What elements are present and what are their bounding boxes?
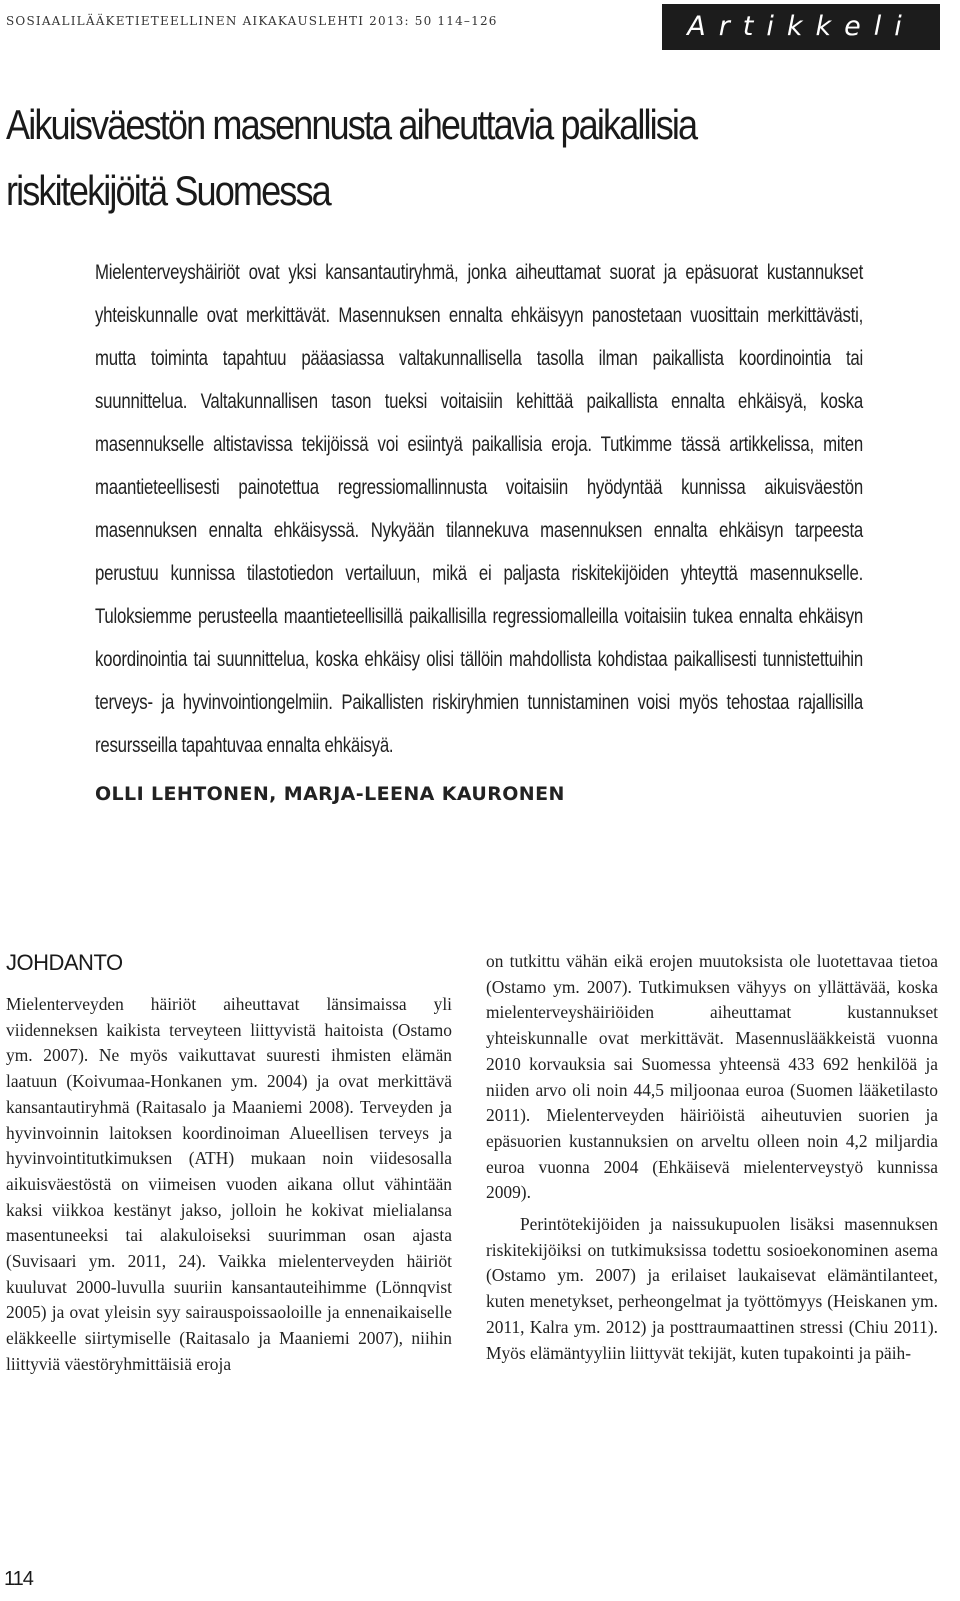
body-paragraph: Perintötekijöiden ja naissukupuolen lisäksi masennuksen riskitekijöiksi on tutkimuksissa todettu sosioekonominen asema (Ostamo ym. 2007) ja erilaiset laukaisevat elämäntilanteet, kuten menetykset, perheongelmat ja työttömyys (Heiskanen ym. 2011, Kalra ym. 2012) ja posttraumaattinen stressi (Chiu 2011). Myös elämäntyyliin liittyvät tekijät, kuten tupakointi ja päih- bbox=[486, 1214, 938, 1363]
body-paragraph: Mielenterveyden häiriöt aiheuttavat länsimaissa yli viidenneksen kaikista terveyteen liittyvistä haitoista (Ostamo ym. 2007). Ne myös vaikuttavat suuresti ihmisten elämän laatuun (Koivumaa-Honkanen ym. 2004) ja ovat merkittävä kansantautiryhmä (Raitasalo ja Maaniemi 2008). Terveyden ja hyvinvoinnin laitoksen koordinoiman Alueellisen terveys ja hyvinvointitutkimuksen (ATH) mukaan noin viidesosalla aikuisväestöstä on viimeisen vuoden aikana ollut vähintään kaksi viikkoa kestänyt jakso, jolloin he kokivat mielialansa masentuneeksi tai alakuloiseksi suurimman osan ajasta (Suvisaari ym. 2011, 24). Vaikka mielenterveyden häiriöt kuuluvat 2000-luvulla suuriin kansantauteihimme (Lönnqvist 2005) ja ovat yleisin syy sairauspoissaoloille ja ennenaikaiselle eläkkeelle siirtymiselle (Raitasalo ja Maaniemi 2007), niihin liittyviä väestöryhmittäisiä eroja bbox=[6, 994, 452, 1374]
abstract: Mielenterveyshäiriöt ovat yksi kansantautiryhmä, jonka aiheuttamat suorat ja epäsuorat kustannukset yhteiskunnalle ovat merkittävät. Masennuksen ennalta ehkäisyyn panostetaan vuosittain merkittävästi, mutta toiminta tapahtuu pääasiassa valtakunnallisella tasolla ilman paikallista koordinointia tai suunnittelua. Valtakunnallisen tason tueksi voitaisiin kehittää paikallista ennalta ehkäisyä, koska masennukselle altistavissa tekijöissä voi esiintyä paikallisia eroja. Tutkimme tässä artikkelissa, miten maantieteellisesti painotettua regressiomallinnusta voitaisiin hyödyntää kunnissa aikuisväestön masennuksen ennalta ehkäisyssä. Nykyään tilannekuva masennuksen ennalta ehkäisyn tarpeesta perustuu kunnissa tilastotiedon vertailuun, mikä ei paljasta riskitekijöiden yhteyttä masennukselle. Tuloksiemme perusteella maantieteellisillä paikallisilla regressiomalleilla voitaisiin tukea ennalta ehkäisyn koordinointia tai suunnittelua, koska ehkäisy olisi tällöin mahdollista kohdistaa paikallisesti tunnistettuihin terveys- ja hyvinvointiongelmiin. Paikallisten riskiryhmien tunnistaminen voisi myös tehostaa rajallisilla resursseilla tapahtuvaa ennalta ehkäisyä. bbox=[95, 261, 863, 757]
article-title: Aikuisväestön masennusta aiheuttavia paikallisia riskitekijöitä Suomessa bbox=[6, 101, 697, 214]
body-paragraph: on tutkittu vähän eikä erojen muutoksista ole luotettavaa tietoa (Ostamo ym. 2007). Tutkimuksen vähyys on yllättävää, koska mielenterveyshäiriöiden aiheuttamat kustannukset yhteiskunnalle ovat merkittävät. Masennuslääkkeistä vuonna 2010 korvauksia sai Suomessa yhteensä 433 692 henkilöä ja niiden arvo oli noin 44,5 miljoonaa euroa (Suomen lääketilasto 2011). Mielenterveyden häiriöistä aiheutuvien suorien ja epäsuorien kustannuksien on arveltu olleen noin 4,2 miljardia euroa vuonna 2004 (Ehkäisevä mielenterveystyö kunnissa 2009). bbox=[486, 951, 938, 1203]
section-heading: JOHDANTO bbox=[6, 950, 123, 975]
section-tag: Artikkeli bbox=[662, 4, 940, 50]
page-number: 114 bbox=[4, 1568, 33, 1590]
authors: OLLI LEHTONEN, MARJA-LEENA KAURONEN bbox=[95, 783, 565, 805]
right-column bbox=[486, 948, 938, 1366]
left-column bbox=[6, 948, 452, 1378]
journal-header: SOSIAALILÄÄKETIETEELLINEN AIKAKAUSLEHTI 2013: 50 114–126 bbox=[6, 14, 498, 28]
